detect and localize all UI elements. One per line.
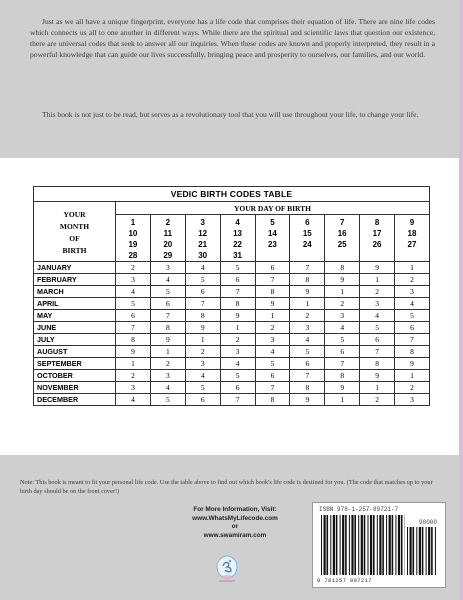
life-code-cell: 3 xyxy=(185,358,220,370)
day-number: 24 xyxy=(302,240,312,249)
life-code-cell: 6 xyxy=(185,394,220,406)
barcode-bar xyxy=(351,515,353,575)
barcode-bar xyxy=(327,515,329,575)
day-number: 19 xyxy=(128,240,138,249)
life-code-cell: 6 xyxy=(255,262,290,274)
life-code-cell: 9 xyxy=(255,298,290,310)
barcode-bar xyxy=(324,515,326,575)
life-code-cell: 3 xyxy=(220,346,255,358)
day-number xyxy=(395,250,429,261)
table-row xyxy=(34,310,430,322)
day-column-header xyxy=(150,215,185,262)
life-code-cell: 5 xyxy=(185,274,220,286)
barcode-bar xyxy=(407,527,408,575)
barcode-bar xyxy=(428,527,430,575)
month-name: OCTOBER xyxy=(34,370,116,382)
table-row xyxy=(34,334,430,346)
barcode-bar xyxy=(340,515,341,575)
day-number: 30 xyxy=(198,251,208,260)
life-code-cell: 6 xyxy=(220,382,255,394)
month-name: NOVEMBER xyxy=(34,382,116,394)
life-code-cell: 2 xyxy=(255,322,290,334)
life-code-cell: 1 xyxy=(395,370,430,382)
day-number: 27 xyxy=(407,240,417,249)
month-name: MAY xyxy=(34,310,116,322)
life-code-cell: 6 xyxy=(290,358,325,370)
barcode-bar xyxy=(410,527,412,575)
day-number xyxy=(325,250,359,261)
day-number: 13 xyxy=(233,229,243,238)
life-code-cell: 1 xyxy=(360,274,395,286)
table-row xyxy=(34,346,430,358)
life-code-cell: 9 xyxy=(290,286,325,298)
ean-number: 9 781257 897217 xyxy=(317,577,372,584)
table-title: VEDIC BIRTH CODES TABLE xyxy=(34,187,430,202)
day-number: 29 xyxy=(163,251,173,260)
life-code-cell: 6 xyxy=(220,274,255,286)
day-number: 21 xyxy=(198,240,208,249)
life-code-cell: 2 xyxy=(290,310,325,322)
life-code-cell: 5 xyxy=(185,382,220,394)
life-code-cell: 9 xyxy=(150,334,185,346)
day-number: 15 xyxy=(302,229,312,238)
life-code-cell: 6 xyxy=(185,286,220,298)
day-number: 16 xyxy=(337,229,347,238)
month-name: JUNE xyxy=(34,322,116,334)
life-code-cell: 1 xyxy=(255,310,290,322)
life-code-cell: 7 xyxy=(290,262,325,274)
life-code-cell: 3 xyxy=(255,334,290,346)
barcode-bar xyxy=(422,527,424,575)
birth-codes-table-wrap xyxy=(33,186,430,406)
month-name: FEBRUARY xyxy=(34,274,116,286)
month-label-line: OF xyxy=(69,233,80,243)
day-number: 5 xyxy=(270,218,275,227)
life-code-cell: 4 xyxy=(185,262,220,274)
day-number: 4 xyxy=(235,218,240,227)
barcode-bar xyxy=(345,515,347,575)
day-column-header xyxy=(255,215,290,262)
barcode-bar xyxy=(364,515,366,575)
barcode-bar xyxy=(361,515,363,575)
life-code-cell: 1 xyxy=(150,346,185,358)
life-code-cell: 7 xyxy=(290,370,325,382)
life-code-cell: 4 xyxy=(150,382,185,394)
day-number: 31 xyxy=(233,251,243,260)
day-column-header xyxy=(360,215,395,262)
day-number: 20 xyxy=(163,240,173,249)
life-code-cell: 4 xyxy=(116,286,151,298)
day-number: 10 xyxy=(128,229,138,238)
life-code-cell: 2 xyxy=(395,274,430,286)
barcode-bar xyxy=(333,515,335,575)
intro-paragraph-2: This book is not just to be read, but serves as a revolutionary tool that you will use throughout your life, to change your life. xyxy=(42,110,419,119)
life-code-cell: 3 xyxy=(395,286,430,298)
note-text: Note: This book is meant to fit your personal life code. Use the table above to find out which book's life code is destined for you. (The code that matches up to your birth day should be on the front cover!) xyxy=(20,479,433,495)
day-number: 7 xyxy=(339,218,345,227)
life-code-cell: 2 xyxy=(116,262,151,274)
life-code-cell: 8 xyxy=(150,322,185,334)
life-code-cell: 8 xyxy=(360,358,395,370)
day-number: 28 xyxy=(128,251,138,260)
life-code-cell: 2 xyxy=(185,346,220,358)
website-link-2[interactable]: www.swamiram.com xyxy=(203,531,267,539)
table-row xyxy=(34,322,430,334)
barcode-bar xyxy=(416,527,417,575)
life-code-cell: 3 xyxy=(395,394,430,406)
barcode-bar xyxy=(435,527,436,575)
or-text: or xyxy=(231,523,239,530)
life-code-cell: 6 xyxy=(255,370,290,382)
life-code-cell: 9 xyxy=(116,346,151,358)
day-number: 23 xyxy=(267,240,277,249)
month-label-line: MONTH xyxy=(59,221,90,231)
day-number: 9 xyxy=(409,218,415,227)
day-of-birth-header: YOUR DAY OF BIRTH xyxy=(116,202,430,215)
life-code-cell: 9 xyxy=(360,262,395,274)
life-code-cell: 2 xyxy=(360,394,395,406)
life-code-cell: 7 xyxy=(116,322,151,334)
life-code-cell: 7 xyxy=(220,286,255,298)
month-name: DECEMBER xyxy=(34,394,116,406)
barcode-box xyxy=(312,502,446,588)
barcode-bar xyxy=(398,515,400,575)
day-number: 11 xyxy=(163,229,173,238)
life-code-cell: 1 xyxy=(290,298,325,310)
month-label-line: YOUR xyxy=(63,209,86,219)
day-number: 17 xyxy=(372,229,382,238)
barcode-bar xyxy=(426,527,427,575)
month-name: APRIL xyxy=(34,298,116,310)
life-code-cell: 4 xyxy=(185,370,220,382)
life-code-cell: 5 xyxy=(325,334,360,346)
life-code-cell: 8 xyxy=(255,286,290,298)
day-number: 8 xyxy=(374,218,380,227)
isbn-text: ISBN 978-1-257-89721-7 xyxy=(319,506,399,513)
life-code-cell: 7 xyxy=(395,334,430,346)
life-code-cell: 1 xyxy=(220,322,255,334)
life-code-cell: 1 xyxy=(116,358,151,370)
barcode-bar xyxy=(336,515,338,575)
ean-barcode-icon xyxy=(321,515,405,575)
life-code-cell: 5 xyxy=(116,298,151,310)
life-code-cell: 6 xyxy=(150,298,185,310)
life-code-cell: 1 xyxy=(185,334,220,346)
life-code-cell: 2 xyxy=(150,358,185,370)
day-number xyxy=(256,250,290,261)
month-name: SEPTEMBER xyxy=(34,358,116,370)
life-code-cell: 2 xyxy=(220,334,255,346)
day-number: 14 xyxy=(267,229,277,238)
month-name: JANUARY xyxy=(34,262,116,274)
day-number: 6 xyxy=(305,218,310,227)
table-row xyxy=(34,274,430,286)
life-code-cell: 2 xyxy=(395,382,430,394)
more-info-block xyxy=(165,506,305,540)
life-code-cell: 9 xyxy=(325,382,360,394)
life-code-cell: 3 xyxy=(150,370,185,382)
day-number xyxy=(360,250,394,261)
life-code-cell: 7 xyxy=(325,358,360,370)
life-code-cell: 4 xyxy=(220,358,255,370)
barcode-bar xyxy=(389,515,391,575)
month-of-birth-label xyxy=(34,202,116,262)
barcode-bar xyxy=(368,515,369,575)
life-code-cell: 5 xyxy=(395,310,430,322)
table-row xyxy=(34,358,430,370)
birth-codes-table xyxy=(33,186,430,406)
life-code-cell: 3 xyxy=(150,262,185,274)
life-code-cell: 5 xyxy=(360,322,395,334)
life-code-cell: 8 xyxy=(220,298,255,310)
life-code-cell: 3 xyxy=(290,322,325,334)
barcode-bar xyxy=(401,515,403,575)
life-code-cell: 4 xyxy=(290,334,325,346)
barcode-bar xyxy=(370,515,372,575)
barcode-bar xyxy=(377,515,378,575)
life-code-cell: 8 xyxy=(290,382,325,394)
life-code-cell: 2 xyxy=(116,370,151,382)
day-number: 18 xyxy=(407,229,417,238)
life-code-cell: 6 xyxy=(325,346,360,358)
day-column-header xyxy=(325,215,360,262)
day-number: 2 xyxy=(165,218,171,227)
life-code-cell: 4 xyxy=(325,322,360,334)
barcode-bar xyxy=(379,515,381,575)
life-code-cell: 1 xyxy=(325,286,360,298)
life-code-cell: 7 xyxy=(255,274,290,286)
life-code-cell: 5 xyxy=(220,262,255,274)
life-code-cell: 7 xyxy=(360,346,395,358)
day-number: 12 xyxy=(198,229,208,238)
life-code-cell: 5 xyxy=(150,394,185,406)
barcode-bar xyxy=(386,515,387,575)
life-code-cell: 8 xyxy=(325,262,360,274)
life-code-cell: 9 xyxy=(360,370,395,382)
life-code-cell: 3 xyxy=(116,382,151,394)
day-number: 3 xyxy=(200,218,205,227)
more-info-heading: For More Information, Visit: xyxy=(193,506,277,513)
table-row xyxy=(34,370,430,382)
month-name: JULY xyxy=(34,334,116,346)
life-code-cell: 7 xyxy=(220,394,255,406)
life-code-cell: 7 xyxy=(150,310,185,322)
barcode-bar xyxy=(373,515,375,575)
life-code-cell: 5 xyxy=(290,346,325,358)
day-column-header xyxy=(185,215,220,262)
life-code-cell: 9 xyxy=(220,310,255,322)
barcode-bar xyxy=(349,515,350,575)
intro-paragraph-1: Just as we all have a unique fingerprint, everyone has a life code that comprises their equation of life. There are nine life codes which connects us all to one another in different ways. While there are the spiritual and scientific laws that question our existence, there are universal codes that seek to answer all our inquiries. When these codes are known and properly interpreted, they result in a powerful knowledge that can guide our lives successfully, bringing peace and prosperity to ourselves, our families, and our world. xyxy=(30,17,435,59)
life-code-cell: 4 xyxy=(360,310,395,322)
barcode-bar xyxy=(342,515,344,575)
day-column-header xyxy=(290,215,325,262)
barcode-bar xyxy=(395,515,396,575)
life-code-cell: 5 xyxy=(255,358,290,370)
life-code-cell: 1 xyxy=(360,382,395,394)
life-code-cell: 4 xyxy=(150,274,185,286)
life-code-cell: 9 xyxy=(290,394,325,406)
life-code-cell: 4 xyxy=(116,394,151,406)
life-code-cell: 9 xyxy=(395,358,430,370)
barcode-bar xyxy=(321,515,322,575)
life-code-cell: 8 xyxy=(290,274,325,286)
barcode-bar xyxy=(354,515,356,575)
barcode-bar xyxy=(358,515,359,575)
life-code-cell: 7 xyxy=(255,382,290,394)
month-name: MARCH xyxy=(34,286,116,298)
table-row xyxy=(34,298,430,310)
barcode-bar xyxy=(330,515,331,575)
life-code-cell: 1 xyxy=(325,394,360,406)
life-code-cell: 6 xyxy=(360,334,395,346)
table-row xyxy=(34,262,430,274)
life-code-cell: 3 xyxy=(325,310,360,322)
life-code-cell: 8 xyxy=(116,334,151,346)
table-row xyxy=(34,394,430,406)
barcode-bar xyxy=(419,527,421,575)
life-code-cell: 5 xyxy=(150,286,185,298)
barcode-bar xyxy=(413,527,415,575)
life-code-cell: 4 xyxy=(395,298,430,310)
life-code-cell: 7 xyxy=(185,298,220,310)
day-number: 1 xyxy=(130,218,136,227)
table-row xyxy=(34,382,430,394)
day-number xyxy=(290,250,324,261)
price-barcode-icon xyxy=(407,527,437,575)
life-code-cell: 8 xyxy=(185,310,220,322)
life-code-cell: 9 xyxy=(325,274,360,286)
barcode-bar xyxy=(431,527,433,575)
month-label-line: BIRTH xyxy=(62,245,87,255)
life-code-cell: 9 xyxy=(185,322,220,334)
day-number: 25 xyxy=(337,240,347,249)
barcode-bar xyxy=(382,515,384,575)
life-code-cell: 3 xyxy=(360,298,395,310)
website-link-1[interactable]: www.WhatsMyLifecode.com xyxy=(192,514,278,522)
life-code-cell: 4 xyxy=(255,346,290,358)
life-code-cell: 3 xyxy=(116,274,151,286)
life-code-cell: 8 xyxy=(255,394,290,406)
life-code-cell: 1 xyxy=(395,262,430,274)
life-code-cell: 6 xyxy=(395,322,430,334)
barcode-bar xyxy=(392,515,394,575)
day-number: 26 xyxy=(372,240,382,249)
page-edge xyxy=(459,0,463,600)
life-code-cell: 2 xyxy=(325,298,360,310)
life-code-cell: 8 xyxy=(325,370,360,382)
life-code-cell: 8 xyxy=(395,346,430,358)
price-code: 90000 xyxy=(419,519,438,526)
month-name: AUGUST xyxy=(34,346,116,358)
day-column-header xyxy=(395,215,430,262)
life-code-cell: 5 xyxy=(220,370,255,382)
day-column-header xyxy=(220,215,255,262)
day-column-header xyxy=(116,215,151,262)
table-row xyxy=(34,286,430,298)
om-lotus-logo-icon xyxy=(215,554,239,584)
life-code-cell: 2 xyxy=(360,286,395,298)
life-code-cell: 6 xyxy=(116,310,151,322)
day-number: 22 xyxy=(233,240,243,249)
